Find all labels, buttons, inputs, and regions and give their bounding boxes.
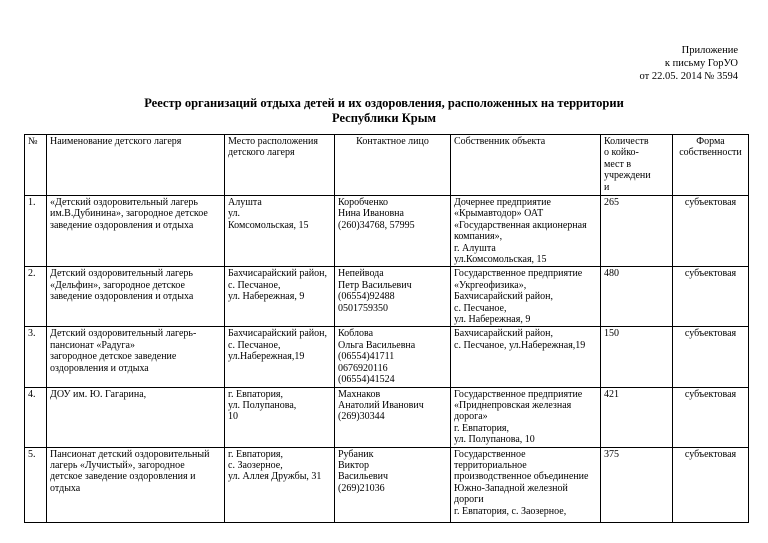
text-line: «Укргеофизика», — [454, 279, 527, 291]
text-line: им.В.Дубинина», загородное детское — [50, 208, 208, 220]
text-line: г. Евпатория, — [454, 422, 510, 434]
owner — [451, 327, 601, 387]
text-line: Рубаник — [338, 448, 374, 460]
camp-name — [47, 447, 225, 522]
contact-person — [335, 387, 451, 447]
text-line: «Приднепровская железная — [454, 399, 572, 411]
owner — [451, 196, 601, 267]
text-line: Ольга Васильевна — [338, 339, 416, 351]
text-line: «Дельфин», загородное детское — [50, 279, 185, 291]
camp-location — [225, 387, 335, 447]
camp-name — [47, 387, 225, 447]
document-title — [0, 96, 768, 126]
appendix-line: к письму ГорУО — [664, 58, 738, 69]
text-line: отдыха — [50, 482, 81, 494]
text-line: с. Песчаное, — [228, 339, 281, 351]
text-line: Бахчисарайский район, — [228, 268, 327, 280]
camps-registry-table — [24, 134, 749, 523]
text-line: Коробченко — [338, 197, 389, 208]
owner — [451, 267, 601, 327]
bed-count: 480 — [601, 267, 673, 327]
ownership-form: субъектовая — [673, 327, 749, 387]
text-line: компания», — [454, 231, 503, 243]
text-line: Пансионат детский оздоровительный — [50, 448, 210, 460]
text-line: ул. Набережная, 9 — [228, 291, 305, 303]
header-location-line: детского лагеря — [228, 147, 295, 159]
camp-location — [225, 267, 335, 327]
text-line: ул. Аллея Дружбы, 31 — [228, 471, 322, 483]
text-line: Васильевич — [338, 471, 388, 483]
row-num: 3. — [25, 327, 47, 387]
text-line: Махнаков — [338, 388, 381, 400]
camp-location — [225, 447, 335, 522]
camp-location — [225, 327, 335, 387]
text-line: Государственное предприятие — [454, 268, 583, 280]
text-line: загородное детское заведение — [50, 351, 177, 363]
text-line: Бахчисарайский район, — [228, 328, 327, 340]
ownership-form: субъектовая — [673, 267, 749, 327]
text-line: г. Евпатория, — [228, 448, 284, 460]
header-beds-line: мест в — [604, 158, 632, 170]
text-line: производственное объединение — [454, 471, 589, 483]
bed-count: 421 — [601, 387, 673, 447]
text-line: Алушта — [228, 197, 262, 208]
text-line: лагерь «Лучистый», загородное — [50, 459, 185, 471]
text-line: с. Песчаное, — [454, 302, 507, 314]
text-line: 0501759350 — [338, 302, 388, 314]
header-beds-line: о койко- — [604, 147, 639, 159]
appendix-line: Приложение — [681, 45, 738, 56]
header-beds-line: и — [604, 181, 610, 193]
table-row — [25, 196, 749, 267]
text-line: пансионат «Радуга» — [50, 339, 135, 351]
text-line: с. Песчаное, — [228, 279, 281, 291]
appendix-line: от 22.05. 2014 № 3594 — [639, 71, 738, 82]
text-line: с. Песчаное, ул.Набережная,19 — [454, 339, 586, 351]
text-line: Анатолий Иванович — [338, 399, 424, 411]
text-line: ДОУ им. Ю. Гагарина, — [50, 388, 147, 400]
row-num: 2. — [25, 267, 47, 327]
bed-count: 265 — [601, 196, 673, 267]
text-line: ул.Комсомольская, 15 — [454, 254, 547, 266]
text-line: детское заведение оздоровления и — [50, 471, 196, 483]
owner — [451, 447, 601, 522]
header-beds-line: учреждени — [604, 170, 651, 182]
text-line: г. Алушта — [454, 242, 496, 254]
row-num: 1. — [25, 196, 47, 267]
text-line: 0676920116 — [338, 362, 388, 374]
text-line: дорога» — [454, 411, 488, 423]
header-beds-line: Количеств — [604, 136, 649, 147]
text-line: (260)34768, 57995 — [338, 219, 415, 231]
text-line: территориальное — [454, 459, 527, 471]
text-line: (269)21036 — [338, 482, 385, 494]
text-line: Дочернее предприятие — [454, 197, 551, 208]
text-line: ул. Полупанова, 10 — [454, 434, 535, 446]
row-num: 5. — [25, 447, 47, 522]
header-owner: Собственник объекта — [451, 135, 601, 196]
table-row — [25, 447, 749, 522]
text-line: (06554)41524 — [338, 374, 395, 386]
bed-count: 375 — [601, 447, 673, 522]
text-line: 10 — [228, 411, 238, 423]
text-line: Бахчисарайский район, — [454, 328, 553, 340]
row-num: 4. — [25, 387, 47, 447]
camp-name — [47, 267, 225, 327]
table-row — [25, 387, 749, 447]
text-line: Петр Васильевич — [338, 279, 412, 291]
ownership-form: субъектовая — [673, 447, 749, 522]
header-form-line: Форма — [696, 136, 725, 147]
text-line: Детский оздоровительный лагерь — [50, 268, 193, 280]
text-line: Государственное предприятие — [454, 388, 583, 400]
text-line: заведение оздоровления и отдыха — [50, 219, 194, 231]
contact-person — [335, 196, 451, 267]
text-line: (269)30344 — [338, 411, 385, 423]
text-line: Комсомольская, 15 — [228, 219, 309, 231]
text-line: с. Заозерное, — [228, 459, 283, 471]
header-location — [225, 135, 335, 196]
text-line: Коблова — [338, 328, 374, 340]
text-line: Южно-Западной железной — [454, 482, 568, 494]
contact-person — [335, 327, 451, 387]
header-location-line: Место расположения — [228, 136, 318, 147]
text-line: Нина Ивановна — [338, 208, 404, 220]
text-line: «Крымавтодор» ОАТ — [454, 208, 544, 220]
text-line: Виктор — [338, 459, 369, 471]
table-row — [25, 267, 749, 327]
text-line: Непейвода — [338, 268, 384, 280]
camp-name — [47, 196, 225, 267]
ownership-form: субъектовая — [673, 387, 749, 447]
bed-count: 150 — [601, 327, 673, 387]
text-line: (06554)41711 — [338, 351, 395, 363]
text-line: ул. Набережная, 9 — [454, 314, 531, 326]
header-row — [25, 135, 749, 196]
text-line: г. Евпатория, — [228, 388, 284, 400]
appendix-note — [640, 44, 738, 83]
text-line: (06554)92488 — [338, 291, 395, 303]
text-line: ул.Набережная,19 — [228, 351, 305, 363]
table-row — [25, 327, 749, 387]
header-form-line: собственности — [679, 147, 742, 159]
camp-location — [225, 196, 335, 267]
text-line: Бахчисарайский район, — [454, 291, 553, 303]
text-line: Государственное — [454, 448, 526, 460]
text-line: ул. — [228, 208, 241, 220]
header-contact: Контактное лицо — [335, 135, 451, 196]
header-name: Наименование детского лагеря — [47, 135, 225, 196]
ownership-form: субъектовая — [673, 196, 749, 267]
contact-person — [335, 267, 451, 327]
contact-person — [335, 447, 451, 522]
header-beds — [601, 135, 673, 196]
title-line: Реестр организаций отдыха детей и их оздоровления, расположенных на территории — [144, 96, 624, 110]
title-line: Республики Крым — [332, 111, 436, 125]
text-line: ул. Полупанова, — [228, 399, 297, 411]
text-line: дороги — [454, 494, 484, 506]
camp-name — [47, 327, 225, 387]
text-line: заведение оздоровления и отдыха — [50, 291, 194, 303]
owner — [451, 387, 601, 447]
header-num: № — [25, 135, 47, 196]
text-line: «Государственная акционерная — [454, 219, 587, 231]
text-line: Детский оздоровительный лагерь- — [50, 328, 197, 340]
header-form — [673, 135, 749, 196]
text-line: г. Евпатория, с. Заозерное, — [454, 505, 567, 517]
text-line: оздоровления и отдыха — [50, 362, 149, 374]
text-line: «Детский оздоровительный лагерь — [50, 197, 198, 208]
